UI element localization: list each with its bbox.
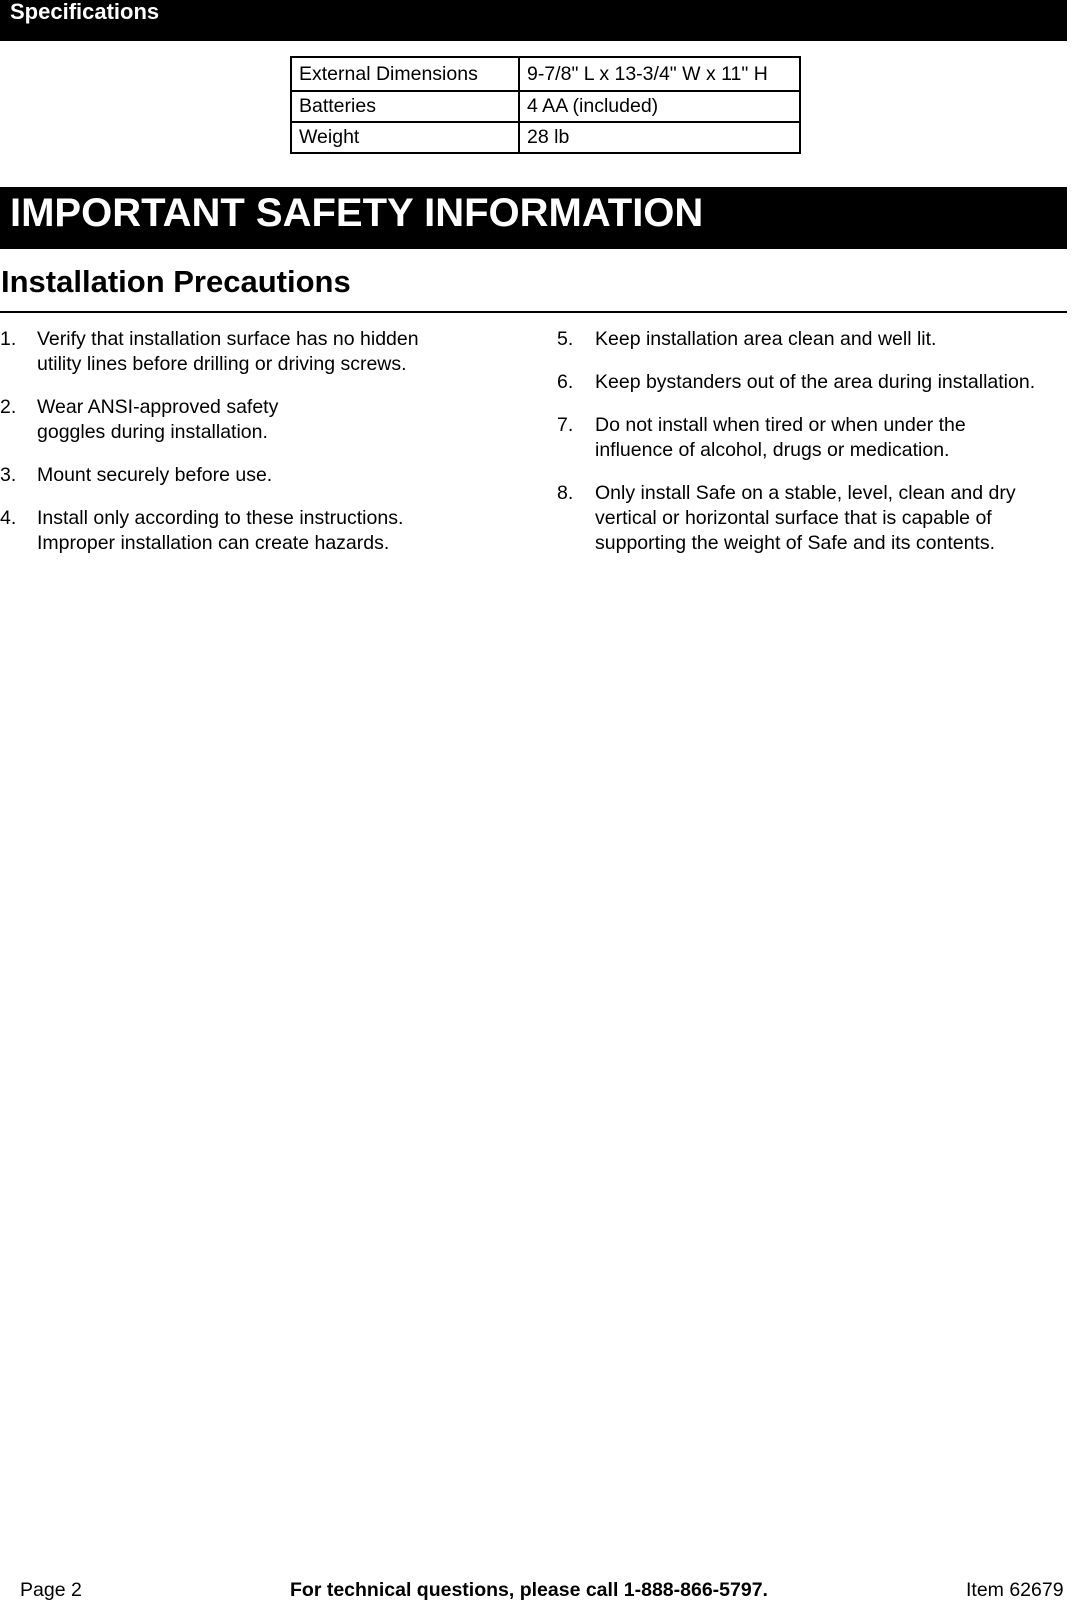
list-item-number: 3.	[0, 464, 17, 486]
specifications-title: Specifications	[10, 0, 160, 24]
list-item-line: Keep bystanders out of the area during installation.	[595, 371, 1036, 393]
list-item-line: vertical or horizontal surface that is capable of	[595, 507, 992, 529]
spec-row-dimensions	[291, 57, 800, 91]
spec-value: 28 lb	[519, 122, 800, 153]
list-item	[557, 327, 1067, 352]
list-item	[557, 481, 1067, 556]
spec-label: Batteries	[291, 91, 519, 122]
spec-row-batteries	[291, 91, 800, 122]
list-item-line: goggles during installation.	[37, 421, 268, 443]
list-item-number: 6.	[557, 371, 574, 393]
list-item-number: 7.	[557, 414, 574, 436]
list-item	[0, 327, 470, 377]
list-item-line: Do not install when tired or when under the	[595, 414, 966, 436]
list-item	[557, 413, 1067, 463]
safety-banner-title: IMPORTANT SAFETY INFORMATION	[10, 191, 704, 235]
spec-label: External Dimensions	[291, 57, 519, 91]
list-item-line: Keep installation area clean and well lit.	[595, 328, 937, 350]
list-item	[0, 395, 470, 445]
list-item-line: Wear ANSI-approved safety	[37, 396, 279, 418]
specifications-table	[290, 56, 801, 154]
list-item-number: 1.	[0, 328, 17, 350]
list-item-number: 4.	[0, 507, 17, 529]
list-item-line: utility lines before drilling or driving screws.	[37, 353, 407, 375]
list-item	[0, 463, 470, 488]
specifications-banner	[0, 0, 1067, 41]
list-item-number: 2.	[0, 396, 17, 418]
heading-divider	[0, 311, 1067, 313]
list-item-line: influence of alcohol, drugs or medication.	[595, 439, 950, 461]
list-item-line: supporting the weight of Safe and its contents.	[595, 532, 996, 554]
precautions-list-right	[557, 327, 1067, 574]
list-item-line: Mount securely before use.	[37, 464, 273, 486]
list-item-line: Improper installation can create hazards.	[37, 532, 390, 554]
footer-contact: For technical questions, please call 1-888-866-5797.	[290, 1579, 768, 1601]
precautions-list-left	[0, 327, 470, 574]
list-item-line: Install only according to these instructions.	[37, 507, 404, 529]
spec-label: Weight	[291, 122, 519, 153]
installation-precautions-heading: Installation Precautions	[1, 264, 351, 299]
list-item-number: 5.	[557, 328, 574, 350]
footer-page-number: Page 2	[20, 1579, 82, 1601]
spec-value: 9-7/8" L x 13-3/4" W x 11" H	[519, 57, 800, 91]
list-item	[0, 506, 470, 556]
list-item-number: 8.	[557, 482, 574, 504]
list-item	[557, 370, 1067, 395]
safety-banner	[0, 187, 1067, 249]
spec-row-weight	[291, 122, 800, 153]
list-item-line: Verify that installation surface has no hidden	[37, 328, 419, 350]
list-item-line: Only install Safe on a stable, level, clean and dry	[595, 482, 1016, 504]
footer-item-number: Item 62679	[966, 1579, 1064, 1601]
spec-value: 4 AA (included)	[519, 91, 800, 122]
